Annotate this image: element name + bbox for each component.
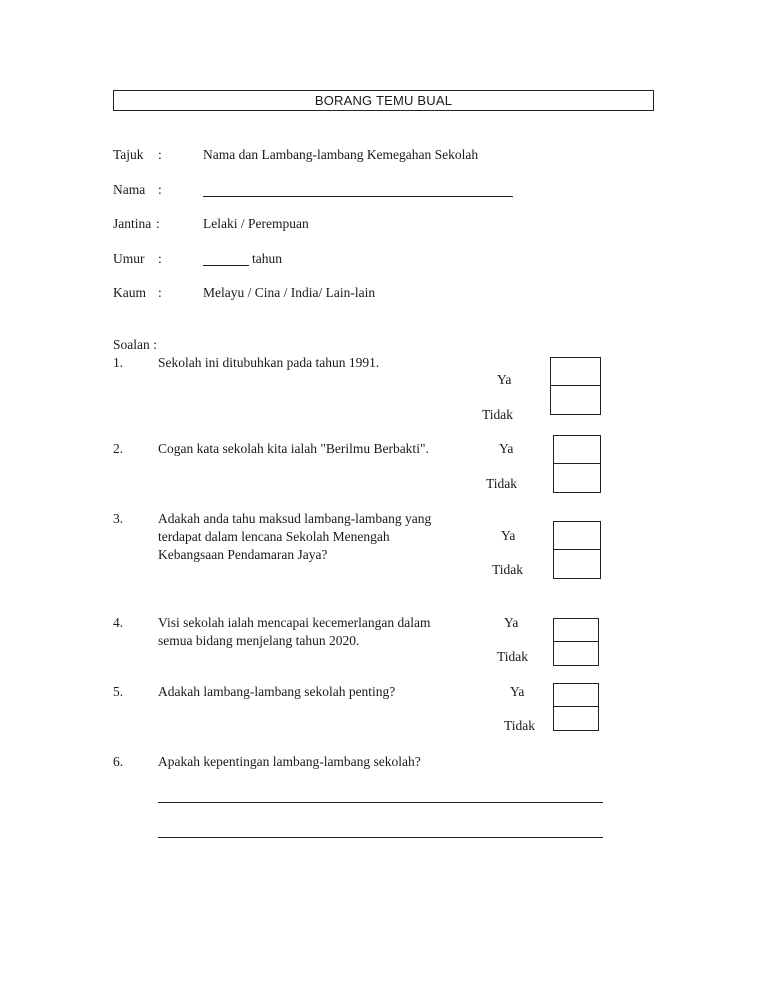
question-3-no-checkbox[interactable] — [553, 549, 601, 579]
question-4-yes-label: Ya — [504, 615, 519, 630]
jantina-value: Lelaki / Perempuan — [203, 216, 309, 231]
umur-colon: : — [158, 251, 162, 266]
question-1-no-checkbox[interactable] — [550, 385, 601, 415]
form-title: BORANG TEMU BUAL — [113, 90, 654, 111]
question-4-yes-checkbox[interactable] — [553, 618, 599, 643]
question-2-number: 2. — [113, 441, 124, 456]
question-4-no-checkbox[interactable] — [553, 641, 599, 666]
question-4-text-line2: semua bidang menjelang tahun 2020. — [158, 633, 360, 648]
question-6-answer-line-1[interactable] — [158, 802, 603, 803]
umur-blank-line[interactable] — [203, 265, 249, 266]
question-5-number: 5. — [113, 684, 124, 699]
umur-label: Umur — [113, 251, 145, 266]
tajuk-colon: : — [158, 147, 162, 162]
jantina-colon: : — [156, 216, 160, 231]
question-3-yes-label: Ya — [501, 528, 516, 543]
question-6-answer-line-2[interactable] — [158, 837, 603, 838]
umur-suffix: tahun — [252, 251, 282, 266]
question-5-no-checkbox[interactable] — [553, 706, 599, 731]
question-3-text-line2: terdapat dalam lencana Sekolah Menengah — [158, 529, 390, 544]
kaum-colon: : — [158, 285, 162, 300]
question-2-text: Cogan kata sekolah kita ialah "Berilmu Berbakti". — [158, 441, 429, 456]
question-1-number: 1. — [113, 355, 124, 370]
question-5-yes-label: Ya — [510, 684, 525, 699]
question-3-number: 3. — [113, 511, 124, 526]
question-3-yes-checkbox[interactable] — [553, 521, 601, 551]
question-3-text-line1: Adakah anda tahu maksud lambang-lambang yang — [158, 511, 432, 526]
question-3-no-label: Tidak — [492, 562, 524, 577]
nama-label: Nama — [113, 182, 146, 197]
tajuk-label: Tajuk — [113, 147, 144, 162]
kaum-label: Kaum — [113, 285, 146, 300]
question-6-text: Apakah kepentingan lambang-lambang sekolah? — [158, 754, 421, 769]
question-1-yes-label: Ya — [497, 372, 512, 387]
question-5-no-label: Tidak — [504, 718, 536, 733]
question-5-text: Adakah lambang-lambang sekolah penting? — [158, 684, 396, 699]
kaum-value: Melayu / Cina / India/ Lain-lain — [203, 285, 376, 300]
question-1-yes-checkbox[interactable] — [550, 357, 601, 387]
question-2-no-label: Tidak — [486, 476, 518, 491]
soalan-label: Soalan : — [113, 337, 157, 352]
jantina-label: Jantina — [113, 216, 152, 231]
nama-colon: : — [158, 182, 162, 197]
nama-blank-line[interactable] — [203, 196, 513, 197]
question-6-number: 6. — [113, 754, 124, 769]
question-3-text-line3: Kebangsaan Pendamaran Jaya? — [158, 547, 328, 562]
question-1-no-label: Tidak — [482, 407, 514, 422]
question-2-yes-label: Ya — [499, 441, 514, 456]
question-2-yes-checkbox[interactable] — [553, 435, 601, 465]
question-5-yes-checkbox[interactable] — [553, 683, 599, 708]
question-4-number: 4. — [113, 615, 124, 630]
tajuk-value: Nama dan Lambang-lambang Kemegahan Sekolah — [203, 147, 479, 162]
question-4-text-line1: Visi sekolah ialah mencapai kecemerlangan dalam — [158, 615, 431, 630]
question-4-no-label: Tidak — [497, 649, 529, 664]
question-1-text: Sekolah ini ditubuhkan pada tahun 1991. — [158, 355, 380, 370]
question-2-no-checkbox[interactable] — [553, 463, 601, 493]
